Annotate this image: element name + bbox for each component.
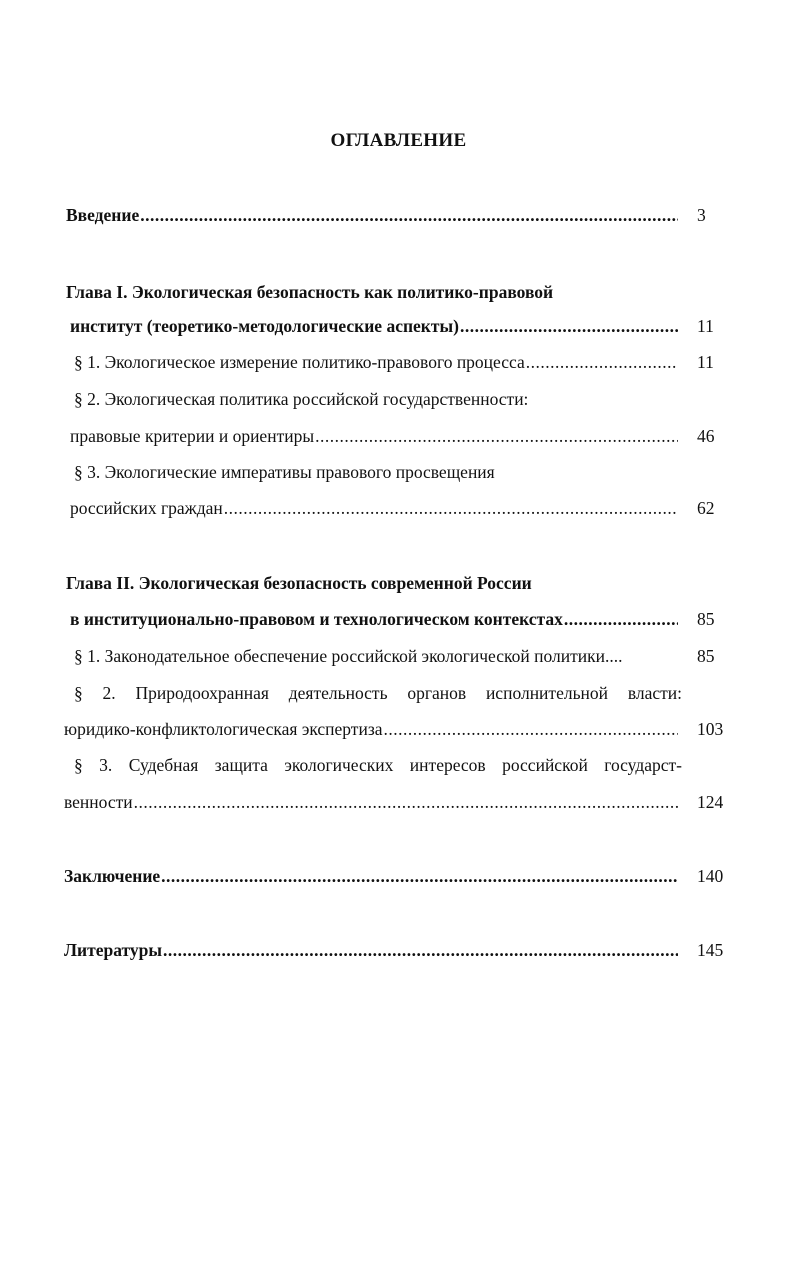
dot-leader (315, 424, 678, 448)
toc-entry-conclusion (64, 864, 678, 888)
chapter-heading-continued: в институционально-правовом и технологическом контекстах (70, 609, 563, 629)
dot-leader (460, 314, 678, 338)
section-title: § 2. Экологическая политика российской государственности: (74, 389, 529, 409)
toc-entry-chapter1 (70, 314, 678, 338)
section-title-continued: юридико-конфликтологическая экспертиза (64, 719, 383, 739)
toc-entry-section (70, 424, 678, 448)
section-title: § 1. Экологическое измерение политико-правового процесса (74, 352, 525, 372)
chapter-heading: Глава I. Экологическая безопасность как политико-правовой (66, 282, 554, 302)
toc-entry-chapter2 (70, 607, 678, 631)
toc-page-number: 103 (697, 719, 724, 739)
toc-page-number: 11 (697, 316, 714, 336)
dot-leader (384, 717, 678, 741)
toc-page-number: 62 (697, 498, 715, 518)
section-title-continued: российских граждан (70, 498, 223, 518)
page-title: ОГЛАВЛЕНИЕ (330, 130, 467, 151)
section-title-continued: правовые критерии и ориентиры (70, 426, 315, 446)
toc-entry-label: Литературы (64, 940, 163, 960)
chapter-heading: Глава II. Экологическая безопасность современной России (66, 573, 532, 593)
toc-page-number: 124 (697, 792, 724, 812)
toc-page-number: 85 (697, 646, 715, 666)
toc-entry-section (64, 790, 678, 814)
toc-entry-section (74, 350, 678, 374)
section-title: § 1. Законодательное обеспечение российской экологической политики.... (74, 646, 623, 666)
dot-leader (564, 607, 678, 631)
toc-entry-section (64, 717, 678, 741)
toc-entry-label: Заключение (64, 866, 161, 886)
section-title: § 3. Судебная защита экологических интересов российской государст- (74, 755, 682, 775)
toc-page-number: 11 (697, 352, 714, 372)
dot-leader (134, 790, 678, 814)
section-title: § 3. Экологические императивы правового просвещения (74, 462, 495, 482)
dot-leader (526, 350, 678, 374)
dot-leader (163, 938, 678, 962)
section-title-continued: венности (64, 792, 133, 812)
dot-leader (224, 496, 678, 520)
toc-entry-intro (66, 203, 678, 227)
toc-page-number: 46 (697, 426, 715, 446)
dot-leader (140, 203, 678, 227)
toc-page-number: 85 (697, 609, 715, 629)
toc-entry-section (70, 496, 678, 520)
section-title: § 2. Природоохранная деятельность органов исполнительной власти: (74, 683, 682, 703)
toc-page-number: 145 (697, 940, 724, 960)
toc-entry-label: Введение (66, 205, 140, 225)
toc-page-number: 140 (697, 866, 724, 886)
toc-entry-literature (64, 938, 678, 962)
chapter-heading-continued: институт (теоретико-методологические аспекты) (70, 316, 459, 336)
toc-page-number: 3 (697, 205, 706, 225)
dot-leader (161, 864, 678, 888)
